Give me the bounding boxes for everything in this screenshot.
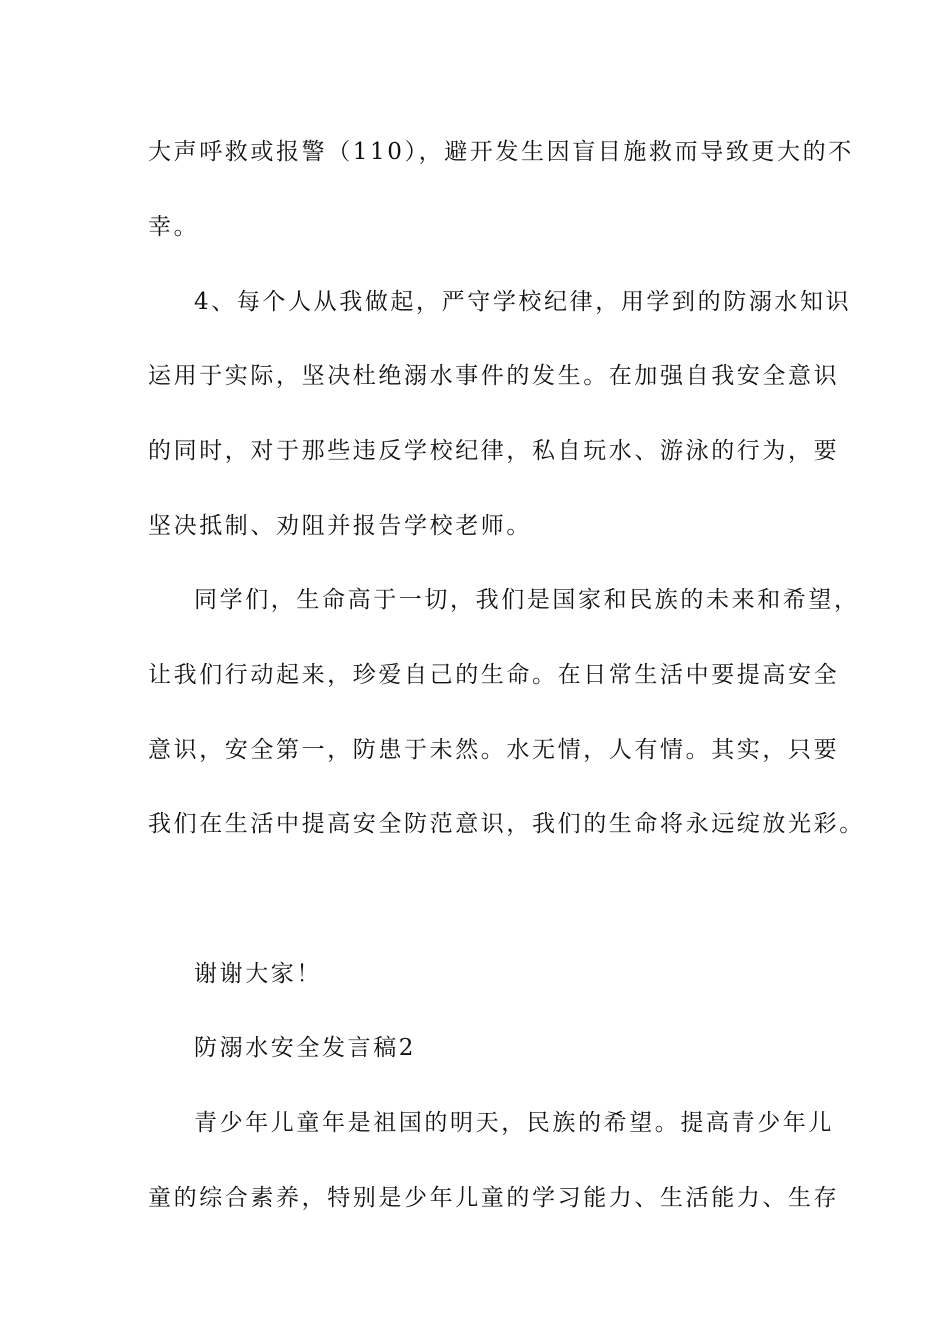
text-line-10: 我们在生活中提高安全防范意识，我们的生命将永远绽放光彩。 [148, 811, 865, 837]
text-line-9: 意识，安全第一，防患于未然。水无情，人有情。其实，只要 [148, 737, 840, 763]
text-line-8: 让我们行动起来，珍爱自己的生命。在日常生活中要提高安全 [148, 662, 840, 688]
text-line-2: 幸。 [148, 214, 200, 240]
section-heading: 防溺水安全发言稿2 [194, 1035, 417, 1061]
text-line-4: 运用于实际，坚决杜绝溺水事件的发生。在加强自我安全意识 [148, 363, 840, 389]
text-line-13: 青少年儿童年是祖国的明天，民族的希望。提高青少年儿 [194, 1110, 834, 1136]
text-line-1: 大声呼救或报警（110），避开发生因盲目施救而导致更大的不 [148, 139, 854, 165]
closing-thanks: 谢谢大家！ [194, 961, 322, 987]
text-line-3: 4、每个人从我做起，严守学校纪律，用学到的防溺水知识 [194, 289, 852, 315]
text-line-14: 童的综合素养，特别是少年儿童的学习能力、生活能力、生存 [148, 1185, 840, 1211]
text-line-5: 的同时，对于那些违反学校纪律，私自玩水、游泳的行为，要 [148, 438, 840, 464]
text-line-7: 同学们，生命高于一切，我们是国家和民族的未来和希望， [194, 587, 860, 613]
text-line-6: 坚决抵制、劝阻并报告学校老师。 [148, 513, 532, 539]
